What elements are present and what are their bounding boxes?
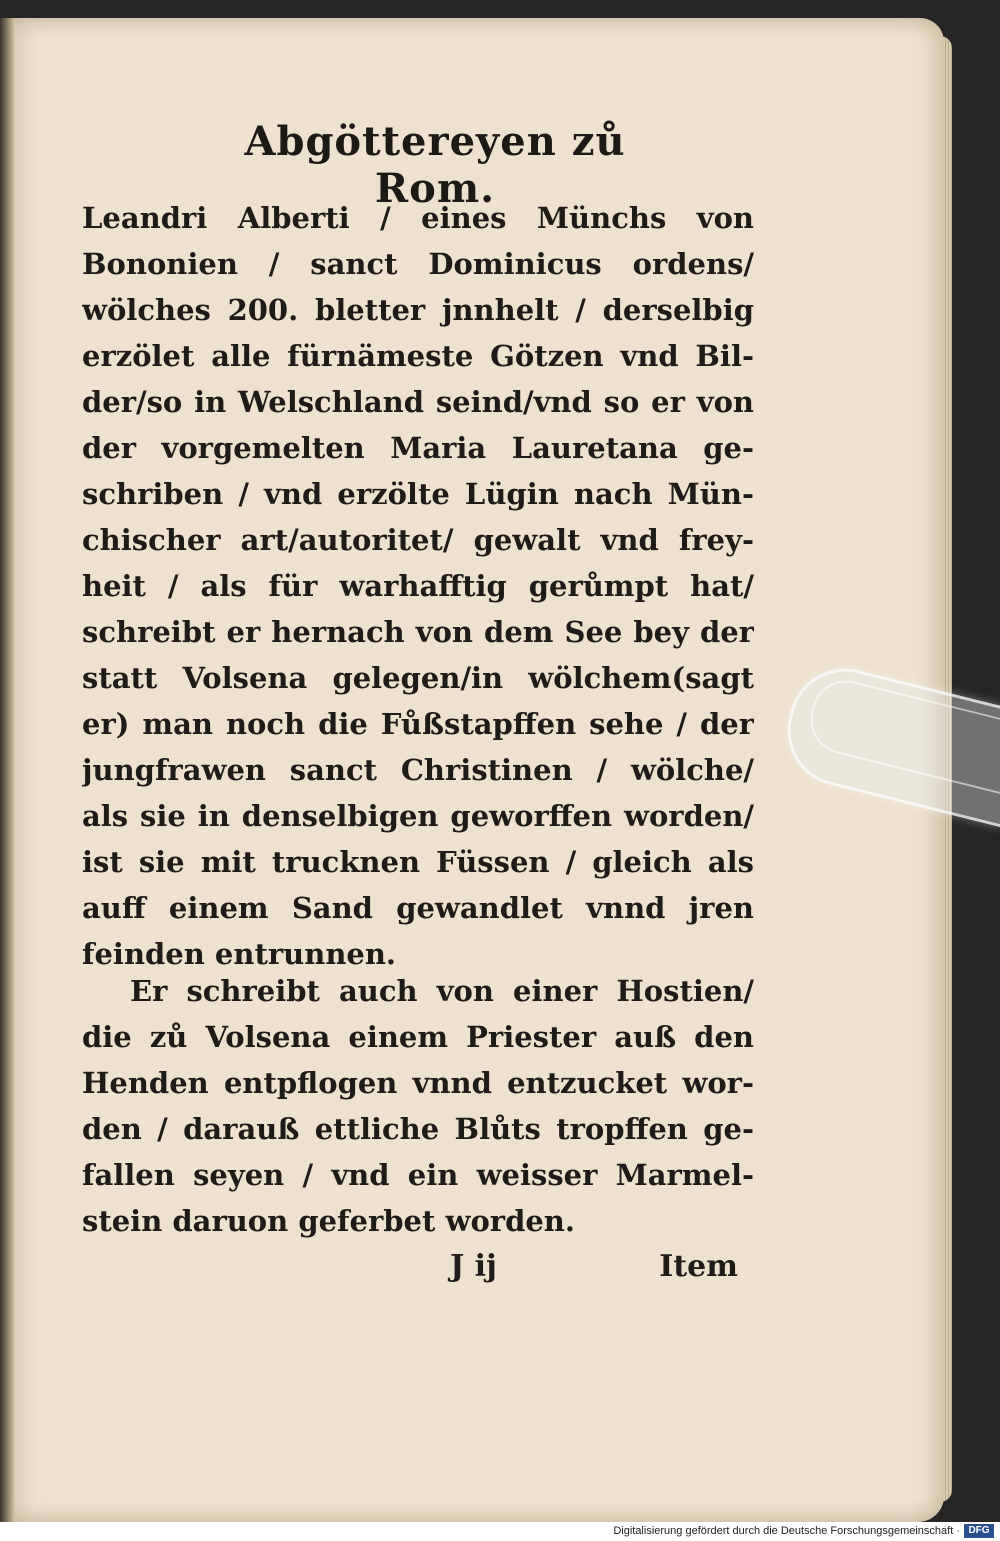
page-footer [450,1244,750,1290]
text-line: die zů Volsena einem Priester auß den [82,1020,754,1054]
text-line: stein daruon geferbet worden. [82,1204,575,1238]
text-line: chischer art/autoritet/ gewalt vnd frey- [82,523,754,557]
text-line: statt Volsena gelegen/in wölchem(sagt [82,661,754,695]
text-line: der vorgemelten Maria Lauretana ge- [82,431,754,465]
text-line: Er schreibt auch von einer Hostien/ [130,974,754,1008]
text-line: schreibt er hernach von dem See bey der [82,615,754,649]
text-line: als sie in denselbigen geworffen worden/ [82,799,754,833]
text-line: erzölet alle fürnämeste Götzen vnd Bil- [82,339,754,373]
text-line: er) man noch die Fůßstapffen sehe / der [82,707,754,741]
text-line: den / darauß ettliche Blůts tropffen ge- [82,1112,754,1146]
text-line: feinden entrunnen. [82,937,397,971]
text-line: wölches 200. bletter jnnhelt / derselbig [82,293,754,327]
signature-mark: J ij [450,1249,497,1284]
text-line: der/so in Welschland seind/vnd so er von [82,385,754,419]
book-gutter [0,18,14,1522]
dfg-logo-icon: DFG [964,1524,994,1538]
catchword: Item [659,1249,738,1284]
text-line: ist sie mit trucknen Füssen / gleich als [82,845,754,879]
text-line: schriben / vnd erzölte Lügin nach Mün- [82,477,754,511]
paragraph-1 [82,195,754,977]
text-line: fallen seyen / vnd ein weisser Marmel- [82,1158,754,1192]
text-line: heit / als für warhafftig gerůmpt hat/ [82,569,754,603]
dfg-credit: Digitalisierung gefördert durch die Deutsche Forschungsgemeinschaft · [613,1525,960,1537]
text-line: jungfrawen sanct Christinen / wölche/ [82,753,754,787]
text-line: Bononien / sanct Dominicus ordens/ [82,247,754,281]
paragraph-2 [82,968,754,1244]
text-line: Henden entpflogen vnnd entzucket wor- [82,1066,754,1100]
text-line: auff einem Sand gewandlet vnnd jren [82,891,754,925]
running-head: Abgöttereyen zů Rom. [244,118,626,212]
text-line: Leandri Alberti / eines Münchs von [82,201,754,235]
